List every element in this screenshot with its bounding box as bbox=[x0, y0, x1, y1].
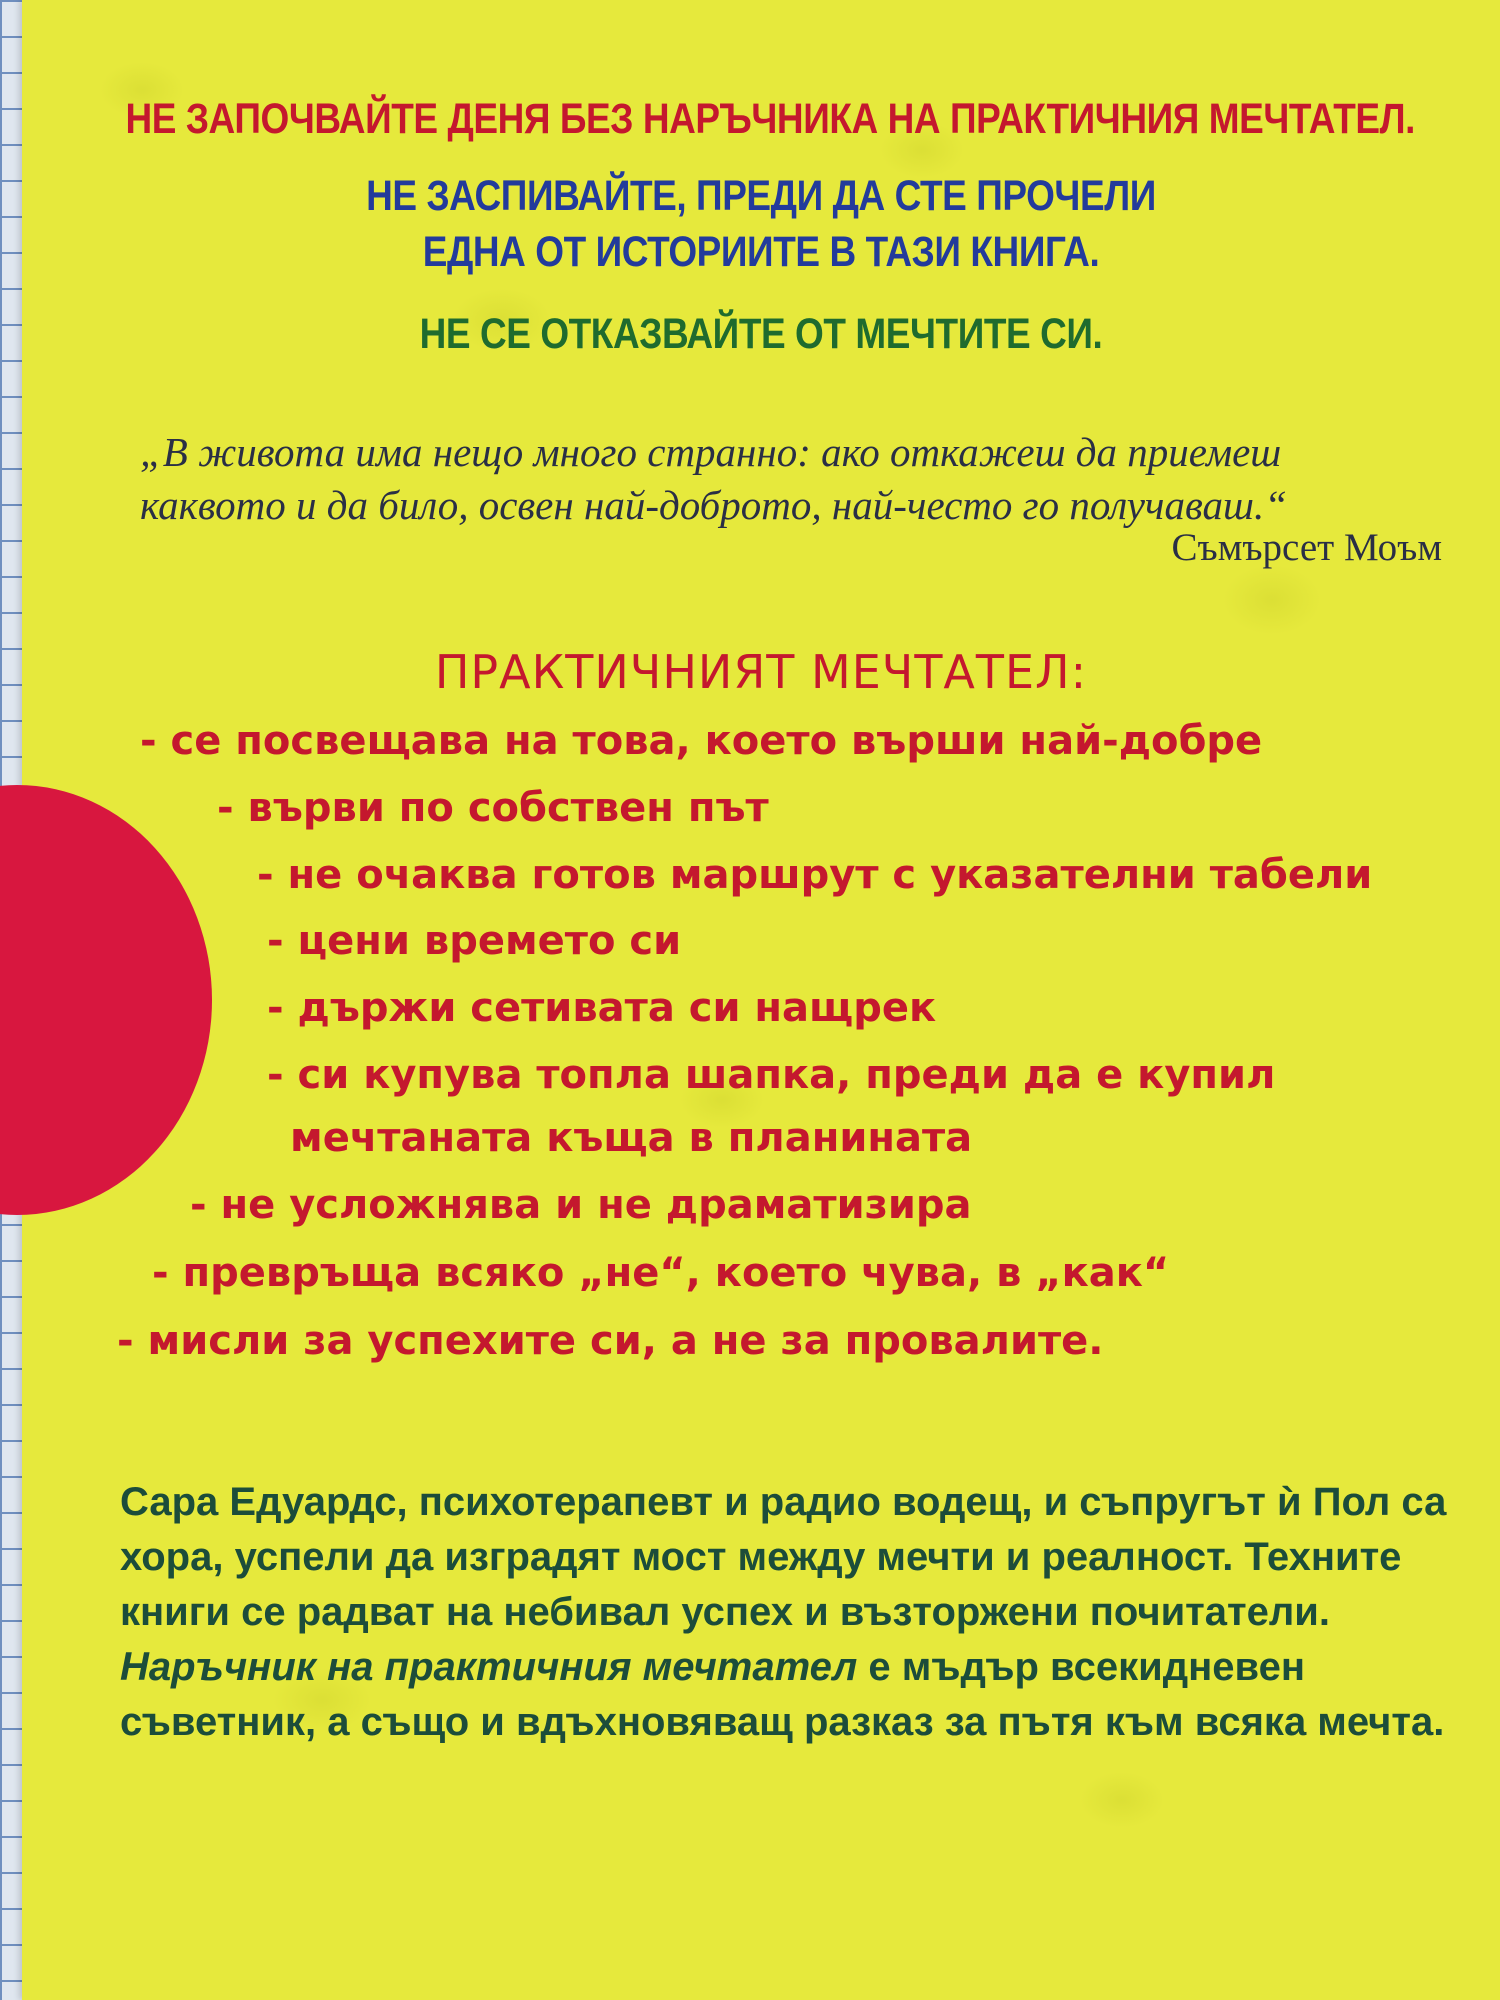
list-item: - не очаква готов маршрут с указателни табели bbox=[257, 852, 1373, 898]
headline-1: НЕ ЗАПОЧВАЙТЕ ДЕНЯ БЕЗ НАРЪЧНИКА НА ПРАКТИЧНИЯ МЕЧТАТЕЛ. bbox=[125, 95, 1415, 143]
quote-author: Съмърсет Моъм bbox=[1171, 526, 1442, 569]
bio-text-2: е мъдър всекидневен съветник, а също и вдъхновяващ разказ за пътя към всяка мечта. bbox=[120, 1645, 1445, 1744]
quote-line-2: каквото и да било, освен най-доброто, най-често го получаваш.“ bbox=[140, 482, 1287, 528]
author-bio bbox=[120, 1475, 1460, 1750]
list-item: - не усложнява и не драматизира bbox=[190, 1182, 972, 1228]
list-item: - цени времето си bbox=[267, 918, 682, 964]
list-item: - върви по собствен път bbox=[217, 785, 769, 831]
list-item: - държи сетивата си нащрек bbox=[267, 985, 937, 1031]
bio-text-1: Сара Едуардс, психотерапевт и радио водещ, и съпругът ѝ Пол са хора, успели да изградят мост между мечти и реалност. Техните книги се радват на небивал успех и възторжени почитатели. bbox=[120, 1480, 1447, 1634]
list-item: - превръща всяко „не“, което чува, в „как“ bbox=[152, 1250, 1170, 1296]
headline-2: НЕ ЗАСПИВАЙТЕ, ПРЕДИ ДА СТЕ ПРОЧЕЛИ bbox=[366, 172, 1156, 220]
headline-4: НЕ СЕ ОТКАЗВАЙТЕ ОТ МЕЧТИТЕ СИ. bbox=[419, 310, 1103, 358]
list-item-continuation: мечтаната къща в планината bbox=[290, 1115, 973, 1161]
red-circle-decoration bbox=[0, 785, 212, 1215]
quote-line-1: „В живота има нещо много странно: ако откажеш да приемеш bbox=[140, 429, 1282, 475]
list-item: - си купува топла шапка, преди да е купил bbox=[267, 1052, 1276, 1098]
list-title: ПРАКТИЧНИЯТ МЕЧТАТЕЛ: bbox=[434, 645, 1088, 699]
list-item: - се посвещава на това, което върши най-добре bbox=[140, 718, 1263, 764]
list-item: - мисли за успехите си, а не за провалите. bbox=[117, 1318, 1104, 1364]
book-back-cover bbox=[22, 0, 1500, 2000]
book-title-italic: Наръчник на практичния мечтател bbox=[120, 1645, 858, 1689]
headline-3: ЕДНА ОТ ИСТОРИИТЕ В ТАЗИ КНИГА. bbox=[422, 228, 1100, 276]
